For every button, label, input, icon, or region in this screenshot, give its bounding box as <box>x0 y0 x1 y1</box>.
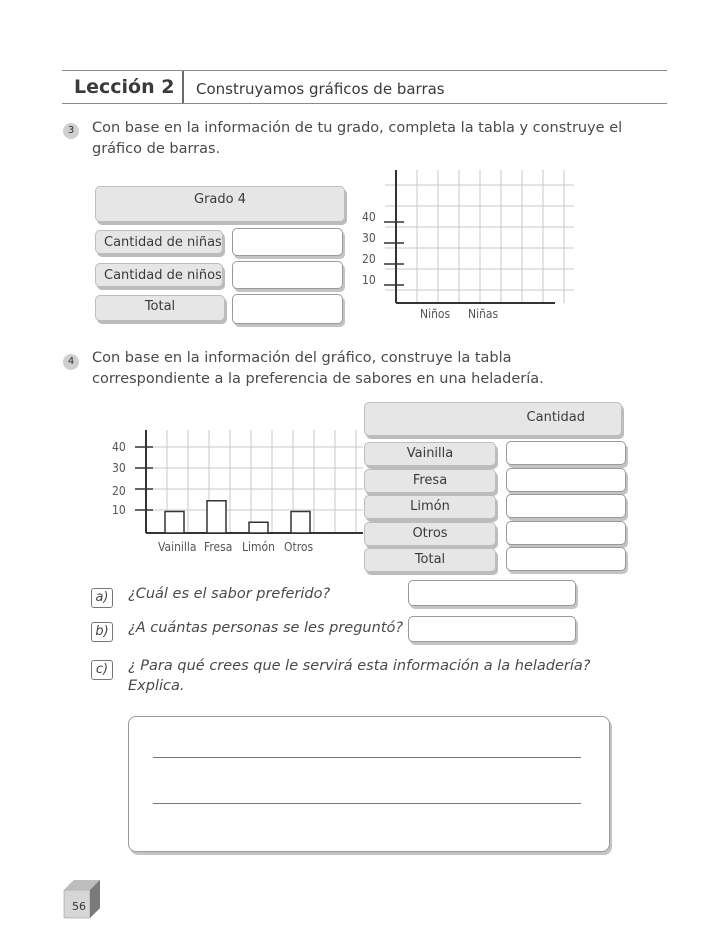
input-ninos[interactable] <box>232 261 343 289</box>
chart-sabores-cat-vainilla: Vainilla <box>158 540 197 554</box>
chart-grado4-label-10: 10 <box>362 273 376 287</box>
table-cantidad-header: Cantidad <box>364 402 622 436</box>
activity-3-number: 3 <box>63 123 79 139</box>
activity-3-line-2: gráfico de barras. <box>92 141 221 157</box>
bar-fresa <box>207 501 226 533</box>
row-label-otros: Otros <box>364 522 496 546</box>
chart-grado4-cat-ninos: Niños <box>420 307 451 321</box>
row-label-ninos: Cantidad de niños <box>95 263 223 287</box>
chart-sabores-label-20: 20 <box>112 484 126 498</box>
activity-4-line-2: correspondiente a la preferencia de sabores en una heladería. <box>92 371 544 387</box>
input-total-3[interactable] <box>232 294 343 324</box>
row-label-total-3: Total <box>95 295 225 321</box>
activity-4-line-1: Con base en la información del gráfico, construye la tabla <box>92 350 512 366</box>
input-otros[interactable] <box>506 521 626 545</box>
chart-grado4-cat-ninas: Niñas <box>468 307 499 321</box>
question-a-text: ¿Cuál es el sabor preferido? <box>128 586 331 602</box>
input-fresa[interactable] <box>506 468 626 492</box>
chart-grado4-grid <box>385 170 574 303</box>
activity-4-number: 4 <box>63 354 79 370</box>
chart-grado4 <box>380 170 580 320</box>
chart-grado4-label-40: 40 <box>362 210 376 224</box>
input-vainilla[interactable] <box>506 441 626 465</box>
chart-sabores-cat-limon: Limón <box>242 540 275 554</box>
bar-otros <box>291 512 310 534</box>
answer-c-line-2 <box>153 803 581 804</box>
activity-3-instructions <box>92 118 622 160</box>
row-label-limon: Limón <box>364 495 496 519</box>
input-total-4[interactable] <box>506 547 626 571</box>
question-b-letter: b) <box>91 622 113 642</box>
lesson-label: Lección 2 <box>74 76 175 98</box>
question-c-letter: c) <box>91 660 113 680</box>
bar-limón <box>249 522 268 533</box>
row-label-ninas: Cantidad de niñas <box>95 230 223 254</box>
activity-3-line-1: Con base en la información de tu grado, completa la tabla y construye el <box>92 120 623 136</box>
question-b-text: ¿A cuántas personas se les preguntó? <box>128 620 404 636</box>
header-top-rule <box>62 70 667 71</box>
question-a-letter: a) <box>91 588 113 608</box>
answer-c-line-1 <box>153 757 581 758</box>
table-grado4-header: Grado 4 <box>95 186 345 222</box>
answer-c-textarea[interactable] <box>128 716 610 852</box>
chart-sabores <box>125 430 365 540</box>
header-divider <box>182 71 184 103</box>
chart-sabores-cat-otros: Otros <box>284 540 314 554</box>
activity-4-instructions <box>92 348 544 390</box>
answer-a-input[interactable] <box>408 580 576 606</box>
input-ninas[interactable] <box>232 228 343 256</box>
chart-grado4-label-30: 30 <box>362 231 376 245</box>
chart-grado4-label-20: 20 <box>362 252 376 266</box>
question-c-line-1: ¿ Para qué crees que le servirá esta información a la heladería? <box>128 658 591 674</box>
lesson-title: Construyamos gráficos de barras <box>196 80 445 98</box>
chart-sabores-label-40: 40 <box>112 440 126 454</box>
chart-sabores-cat-fresa: Fresa <box>204 540 233 554</box>
question-c-line-2: Explica. <box>128 678 185 694</box>
answer-b-input[interactable] <box>408 616 576 642</box>
row-label-total-4: Total <box>364 548 496 572</box>
page-number: 56 <box>72 900 86 913</box>
row-label-fresa: Fresa <box>364 469 496 493</box>
row-label-vainilla: Vainilla <box>364 442 496 466</box>
input-limon[interactable] <box>506 494 626 518</box>
bar-vainilla <box>165 512 184 534</box>
chart-sabores-label-10: 10 <box>112 503 126 517</box>
question-c-text <box>128 656 590 696</box>
header-bottom-rule <box>62 103 667 104</box>
chart-sabores-label-30: 30 <box>112 461 126 475</box>
